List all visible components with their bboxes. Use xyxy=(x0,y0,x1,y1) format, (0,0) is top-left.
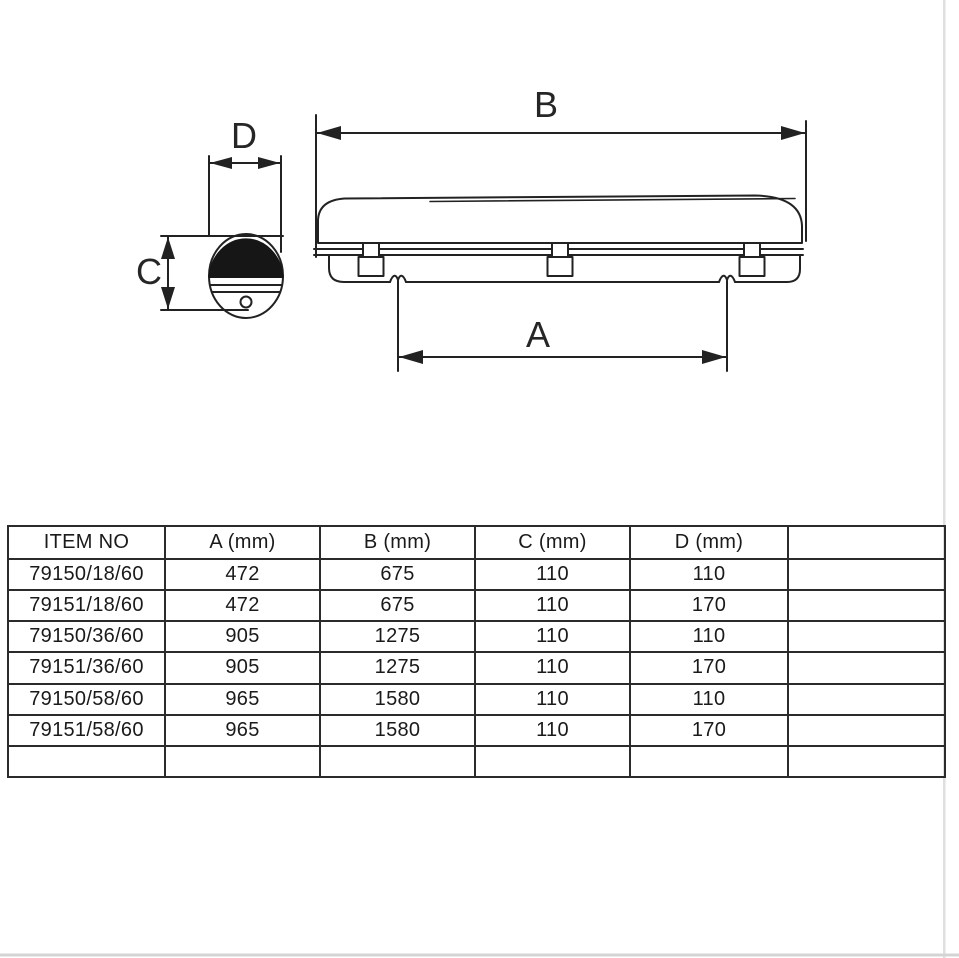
table-cell: 79150/36/60 xyxy=(8,621,165,652)
table-cell: 110 xyxy=(630,684,788,715)
clip-middle xyxy=(548,243,573,276)
table-cell: 110 xyxy=(475,652,630,683)
table-cell xyxy=(788,621,945,652)
table-row xyxy=(8,715,945,746)
table-cell: 170 xyxy=(630,715,788,746)
page-edge-bottom xyxy=(0,954,959,957)
dim-c-arrow-top xyxy=(161,237,175,259)
table-row xyxy=(8,684,945,715)
table-row xyxy=(8,652,945,683)
table-cell xyxy=(788,652,945,683)
clip-right xyxy=(740,243,765,276)
col-header-a: A (mm) xyxy=(165,526,320,559)
table-cell: 675 xyxy=(320,559,475,590)
table-row-empty xyxy=(8,746,945,777)
dim-c-label: C xyxy=(136,251,162,292)
endcap-screw xyxy=(241,297,252,308)
dim-a-label: A xyxy=(525,314,551,355)
table-header-row xyxy=(8,526,945,559)
table-cell: 110 xyxy=(630,621,788,652)
dimension-a xyxy=(398,281,727,371)
table-cell xyxy=(475,746,630,777)
table-row xyxy=(8,590,945,621)
page-edge-right xyxy=(943,0,946,958)
dim-c-arrow-bottom xyxy=(161,287,175,309)
dim-b-arrow-left xyxy=(317,126,341,140)
col-header-blank xyxy=(788,526,945,559)
table-cell: 79150/58/60 xyxy=(8,684,165,715)
table-cell: 170 xyxy=(630,652,788,683)
side-view xyxy=(314,196,803,283)
col-header-c: C (mm) xyxy=(475,526,630,559)
col-header-b: B (mm) xyxy=(320,526,475,559)
dim-a-arrow-right xyxy=(702,350,726,364)
table-cell: 110 xyxy=(475,715,630,746)
table-cell: 472 xyxy=(165,559,320,590)
table-cell: 79151/58/60 xyxy=(8,715,165,746)
table-cell xyxy=(165,746,320,777)
table-cell: 965 xyxy=(165,684,320,715)
dim-b-label: B xyxy=(533,84,559,125)
dim-d-arrow-right xyxy=(258,157,280,169)
table-cell: 1580 xyxy=(320,684,475,715)
dim-a-arrow-left xyxy=(399,350,423,364)
table-row xyxy=(8,559,945,590)
end-view xyxy=(209,234,283,318)
clip-left xyxy=(359,243,384,276)
dimension-table xyxy=(7,525,946,778)
table-cell xyxy=(630,746,788,777)
table-cell: 675 xyxy=(320,590,475,621)
dimension-d xyxy=(209,115,281,252)
table-cell: 79150/18/60 xyxy=(8,559,165,590)
table-cell: 1275 xyxy=(320,621,475,652)
table-cell xyxy=(788,746,945,777)
table-cell: 79151/36/60 xyxy=(8,652,165,683)
table-cell xyxy=(788,559,945,590)
table-cell: 110 xyxy=(475,590,630,621)
table-cell xyxy=(320,746,475,777)
table-cell: 110 xyxy=(475,684,630,715)
table-cell xyxy=(788,715,945,746)
table-cell: 1275 xyxy=(320,652,475,683)
col-header-d: D (mm) xyxy=(630,526,788,559)
col-header-item-no: ITEM NO xyxy=(8,526,165,559)
table-cell: 110 xyxy=(475,621,630,652)
table-cell xyxy=(788,590,945,621)
table-cell: 472 xyxy=(165,590,320,621)
table-cell: 1580 xyxy=(320,715,475,746)
dim-b-arrow-right xyxy=(781,126,805,140)
table-cell: 905 xyxy=(165,652,320,683)
table-cell: 79151/18/60 xyxy=(8,590,165,621)
table-cell xyxy=(8,746,165,777)
table-row xyxy=(8,621,945,652)
table-cell: 110 xyxy=(475,559,630,590)
table-cell: 110 xyxy=(630,559,788,590)
table-cell: 965 xyxy=(165,715,320,746)
dim-d-arrow-left xyxy=(210,157,232,169)
table-cell xyxy=(788,684,945,715)
fixture-lid xyxy=(318,196,802,244)
table-cell: 905 xyxy=(165,621,320,652)
dim-d-label: D xyxy=(231,115,257,156)
table-cell: 170 xyxy=(630,590,788,621)
